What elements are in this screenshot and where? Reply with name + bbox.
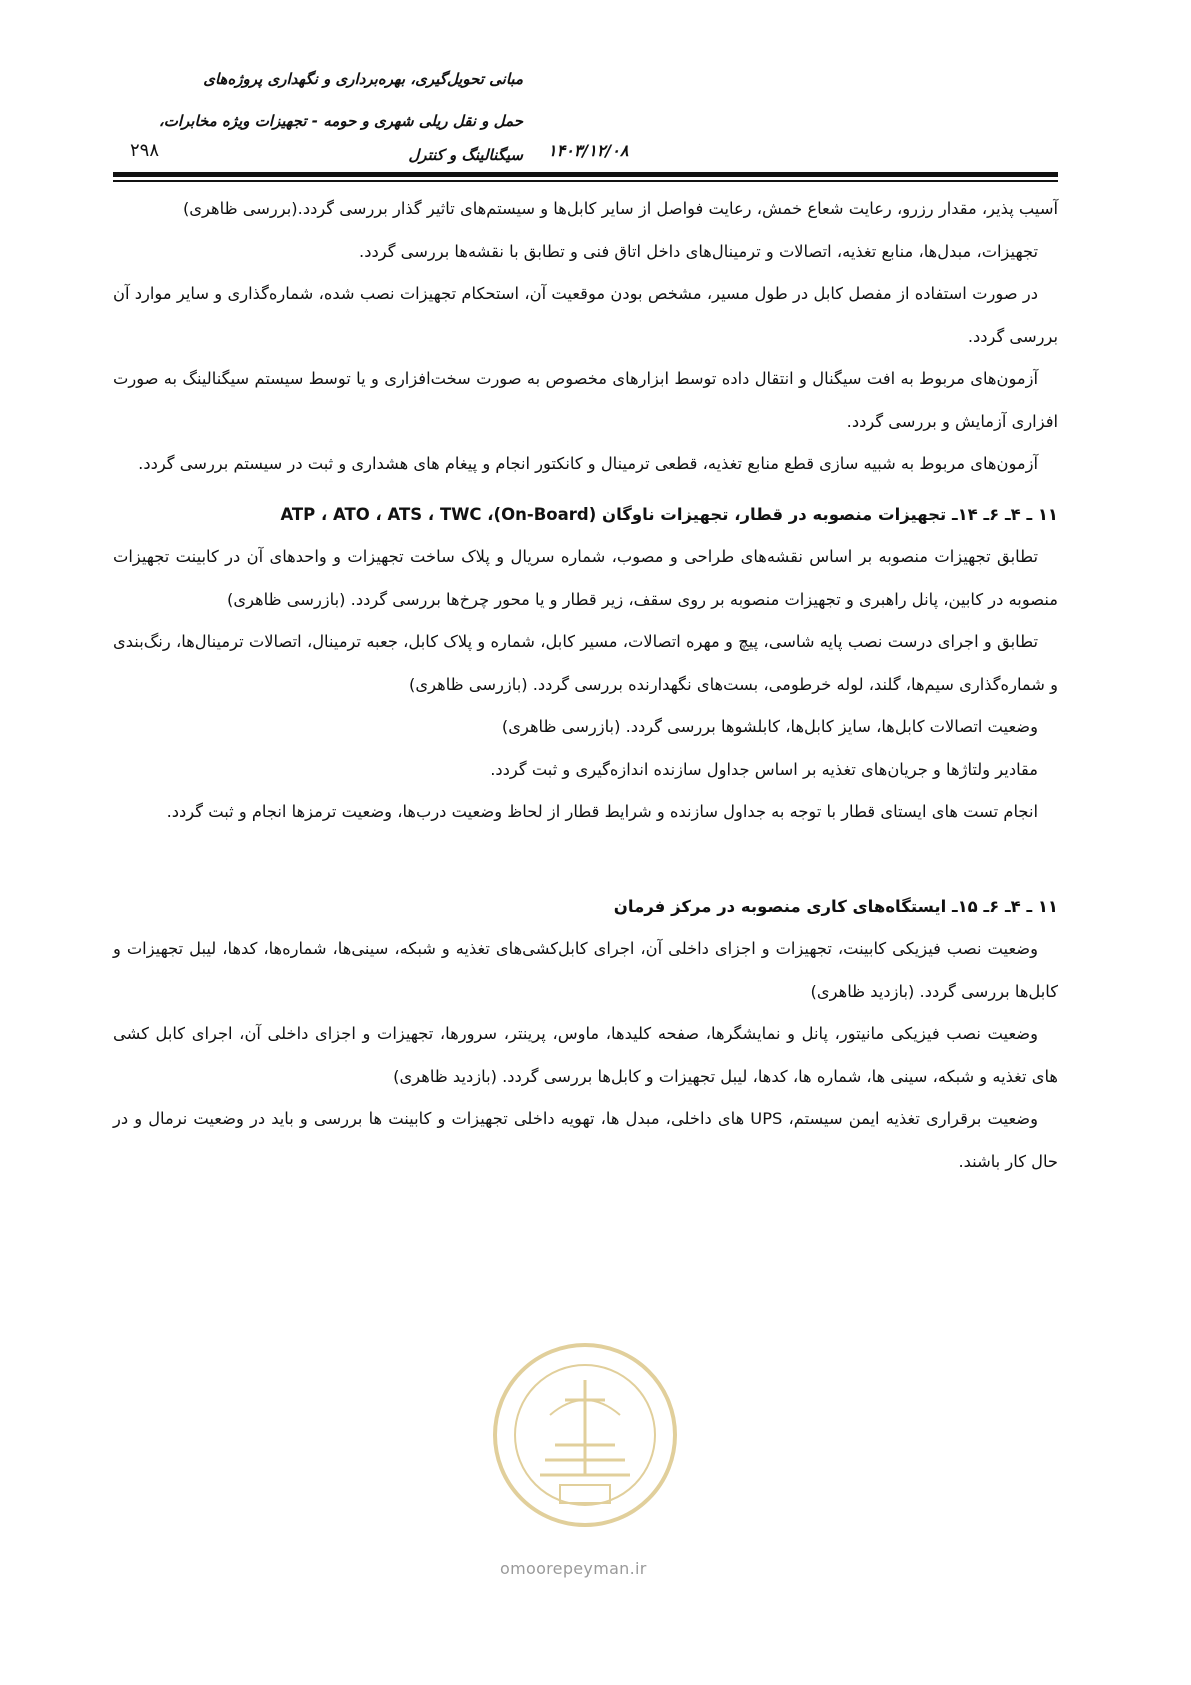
paragraph: مقادیر ولتاژها و جریان‌های تغذیه بر اساس جداول سازنده اندازه‌گیری و ثبت گردد. — [490, 759, 1038, 779]
paragraph: تطابق تجهیزات منصوبه بر اساس نقشه‌های طراحی و مصوب، شماره سریال و پلاک ساخت تجهیزات و واحدهای آن در کابینت تجهیزات منصوبه در کابین، پانل راهبری و تجهیزات منصوبه بر روی سقف، زیر قطار و یا محور چرخ‌ها بررسی گردد. (بازرسی ظاهری) — [113, 547, 1058, 609]
paragraph: آزمون‌های مربوط به شبیه سازی قطع منابع تغذیه، قطعی ترمینال و کانکتور انجام و پیغام های هشداری و ثبت در سیستم بررسی گردد. — [138, 454, 1038, 473]
header-rule-thin — [113, 180, 1058, 182]
paragraph: آزمون‌های مربوط به افت سیگنال و انتقال داده توسط ابزارهای مخصوص به صورت سخت‌افزاری و یا توسط سیستم سیگنالینگ به صورت افزاری آزمایش و بررسی گردد. — [113, 369, 1058, 431]
header-title-line1: مبانی تحویل‌گیری، بهره‌برداری و نگهداری پروژه‌های — [203, 70, 523, 88]
page-header — [113, 60, 1058, 185]
header-title-line3: سیگنالینگ و کنترل — [408, 146, 523, 164]
watermark-logo-icon — [480, 1325, 690, 1555]
section-heading-15: ۱۱ ـ ۴ـ ۶ـ ۱۵ـ ایستگاه‌های کاری منصوبه در مرکز فرمان — [613, 896, 1058, 916]
paragraph: وضعیت برقراری تغذیه ایمن سیستم، UPS های داخلی، مبدل ها، تهویه داخلی تجهیزات و کابینت ها بررسی و باید در وضعیت نرمال و در حال کار باشند. — [113, 1109, 1058, 1171]
header-title-line2: حمل و نقل ریلی شهری و حومه - تجهیزات ویژه مخابرات، — [158, 112, 523, 130]
paragraph: وضعیت نصب فیزیکی کابینت، تجهیزات و اجزای داخلی آن، اجرای کابل‌کشی‌های تغذیه و شبکه، سینی‌ها، شماره‌ها، کدها، لیبل تجهیزات و کابل‌ها بررسی گردد. (بازدید ظاهری) — [113, 939, 1058, 1001]
paragraph: وضعیت نصب فیزیکی مانیتور، پانل و نمایشگرها، صفحه کلیدها، ماوس، پرینتر، سرورها، تجهیزات و اجزای داخلی آن، اجرای کابل کشی های تغذیه و شبکه، سینی ها، شماره ها، کدها، لیبل تجهیزات و کابل‌ها بررسی گردد. (بازدید ظاهری) — [113, 1024, 1058, 1086]
paragraph: در صورت استفاده از مفصل کابل در طول مسیر، مشخص بودن موقعیت آن، استحکام تجهیزات نصب شده، شماره‌گذاری و سایر موارد آن بررسی گردد. — [113, 284, 1058, 346]
paragraph-continued: آسیب پذیر، مقدار رزرو، رعایت شعاع خمش، رعایت فواصل از سایر کابل‌ها و سیستم‌های تاثیر گذار بررسی گردد.(بررسی ظاهری) — [182, 199, 1058, 218]
page-body — [113, 188, 1058, 1183]
paragraph: وضعیت اتصالات کابل‌ها، سایز کابل‌ها، کابلشوها بررسی گردد. (بازرسی ظاهری) — [501, 717, 1038, 736]
section-heading-14: ۱۱ ـ ۴ـ ۶ـ ۱۴ـ تجهیزات منصوبه در قطار، تجهیزات ناوگان (On-Board)، ATP ، ATO ، ATS ، TWC — [280, 504, 1058, 524]
watermark-url: omoorepeyman.ir — [500, 1559, 647, 1578]
header-date: ۱۴۰۳/۱۲/۰۸ — [548, 141, 629, 160]
paragraph: تجهیزات، مبدل‌ها، منابع تغذیه، اتصالات و ترمینال‌های داخل اتاق فنی و تطابق با نقشه‌ها بررسی گردد. — [359, 241, 1038, 261]
page-number: ۲۹۸ — [130, 140, 160, 161]
paragraph: تطابق و اجرای درست نصب پایه شاسی، پیچ و مهره اتصالات، مسیر کابل، شماره و پلاک کابل، جعبه ترمینال، اتصالات ترمینال‌ها، رنگ‌بندی و شماره‌گذاری سیم‌ها، گلند، لوله خرطومی، بست‌های نگهدارنده بررسی گردد. (بازرسی ظاهری) — [113, 632, 1058, 694]
header-rule-thick — [113, 172, 1058, 177]
paragraph: انجام تست های ایستای قطار با توجه به جداول سازنده و شرایط قطار از لحاظ وضعیت درب‌ها، وضعیت ترمزها انجام و ثبت گردد. — [166, 802, 1038, 821]
